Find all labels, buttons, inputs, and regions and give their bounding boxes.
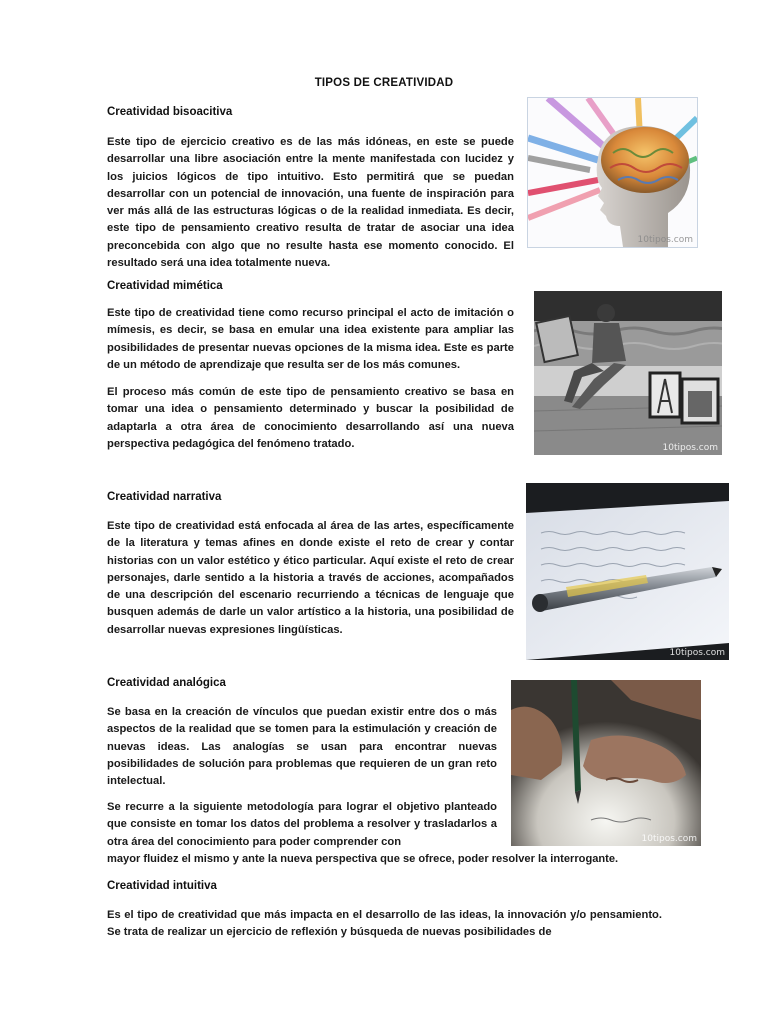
street-artist-photo (534, 291, 722, 455)
section-heading-mimetica: Creatividad mimética (107, 280, 223, 292)
paragraph: Es el tipo de creatividad que más impacta en el desarrollo de las ideas, la innovación y/o pensamiento. Se trata de realizar un ejercicio de reflexión y búsqueda de nuevas posibilidades de (107, 909, 662, 939)
paragraph: El proceso más común de este tipo de pensamiento creativo se basa en tomar una idea o pensamiento determinado y buscar la posibilidad de adaptarla a otra área de conocimiento desarrollando así una nueva perspectiva pedagógica del fenómeno tratado. (107, 386, 514, 450)
section-heading-bisoacitiva: Creatividad bisoacitiva (107, 106, 233, 118)
paragraph: Este tipo de creatividad está enfocada al área de las artes, específicamente de la literatura y temas afines en donde existe el reto de crear y contar historias con un valor estético y ético particular. Aquí existe el reto de crear personajes, darle sentido a la historia a través de acciones, acompañados de una descripción del escenario recurriendo a técnicas de lenguaje que busquen además de darle un valor artístico a la historia, una posibilidad de desarrollar nuevas expresiones lingüísticas. (107, 520, 514, 636)
paragraph: Este tipo de creatividad tiene como recurso principal el acto de imitación o mímesis, es decir, se basa en emular una idea existente para ampliar las posibilidades de presentar nuevas opciones de la misma idea. Este es parte de un método de aprendizaje que resulta ser de los más comunes. (107, 307, 514, 371)
watermark: 10tipos.com (669, 648, 725, 658)
paragraph: Se basa en la creación de vínculos que puedan existir entre dos o más aspectos de la realidad que se tomen para la estimulación y creación de nuevas ideas. Las analogías se usan para encontrar nuevas posibilidades de solución para problemas que requieren de un gran reto intelectual. (107, 706, 497, 788)
hands-drawing-photo (511, 680, 701, 846)
page-title: TIPOS DE CREATIVIDAD (314, 77, 454, 89)
section-heading-intuitiva: Creatividad intuitiva (107, 880, 217, 892)
brain-head-image (527, 97, 698, 248)
section-heading-narrativa: Creatividad narrativa (107, 491, 222, 503)
watermark: 10tipos.com (637, 235, 693, 245)
section-heading-analogica: Creatividad analógica (107, 677, 226, 689)
paragraph: Se recurre a la siguiente metodología para lograr el objetivo planteado que consiste en tomar los datos del problema a resolver y trasladarlos a otra área del conocimiento para poder comprender con (107, 801, 497, 848)
pen-on-paper-photo (526, 483, 729, 660)
watermark: 10tipos.com (641, 834, 697, 844)
paragraph: Este tipo de ejercicio creativo es de las más idóneas, en este se puede desarrollar una libre asociación entre la mente manifestada con lucidez y los juicios lógicos de tipo intuitivo. Esto permitirá que se puedan desarrollar con un potencial de innovación, una fuente de inspiración para ver más allá de las estructuras lógicas o de la realidad inmediata. Es decir, este tipo de pensamiento creativo resulta de tratar de asociar una idea preconcebida con algo que no resulte hasta ese momento conocido. El resultado será una idea totalmente nueva. (107, 136, 514, 270)
watermark: 10tipos.com (662, 443, 718, 453)
paragraph: mayor fluidez el mismo y ante la nueva perspectiva que se ofrece, poder resolver la interrogante. (107, 853, 619, 865)
